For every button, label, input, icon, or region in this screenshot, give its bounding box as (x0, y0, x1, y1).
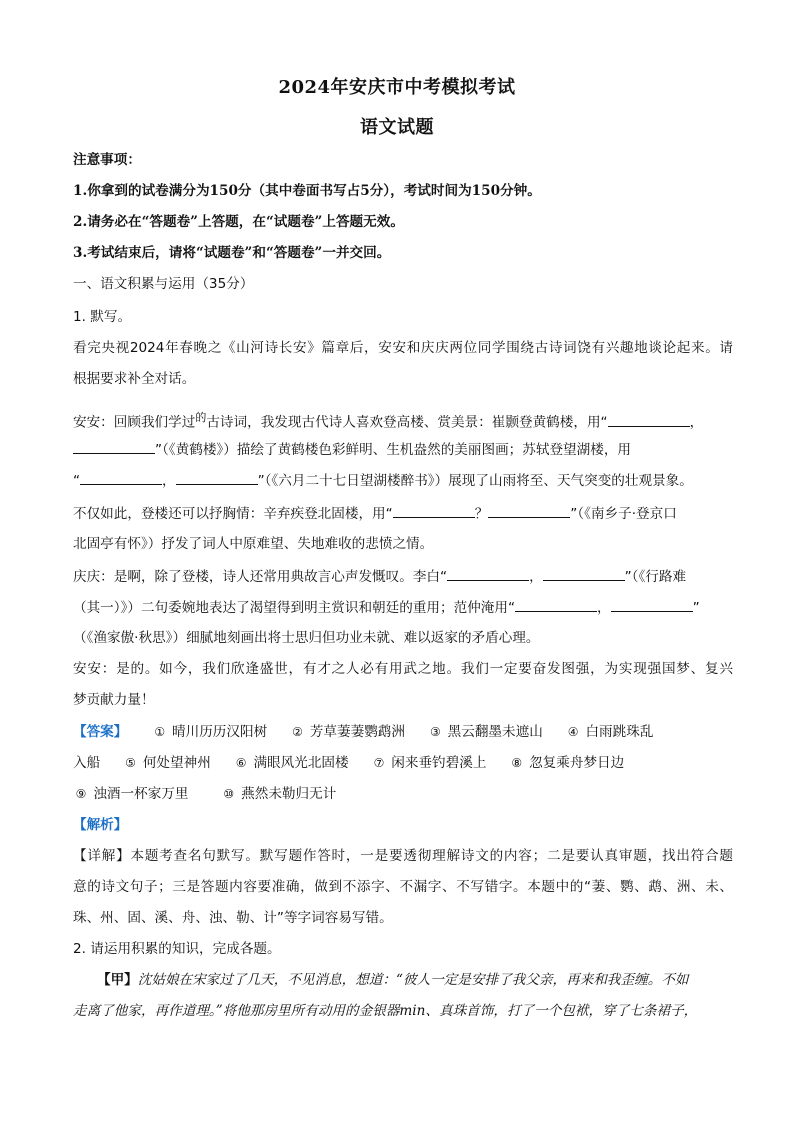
analysis-line: 意的诗文句子；三是答题内容要准确，做到不添字、不漏字、不写错字。本题中的“萋、鹦、鹉、洲、未、 (73, 879, 733, 895)
passage-line: 走离了他家，再作道理。”将他那房里所有动用的金银器min、真珠首饰，打了一个包袱，穿了七条裙子， (73, 1003, 698, 1019)
answer-blank[interactable] (393, 503, 475, 518)
answer-line (73, 784, 733, 804)
analysis-line: 【详解】本题考查名句默写。默写题作答时，一是要透彻理解诗文的内容；二是要认真审题，找出符合题 (73, 848, 733, 864)
answer-item: ⑨ 浊酒一杯家万里 (75, 786, 189, 802)
answer-blank[interactable] (80, 470, 162, 485)
question-intro: 根据要求补全对话。 (73, 371, 196, 387)
question-label: 1. 默写。 (73, 309, 132, 325)
question-label: 2. 请运用积累的知识，完成各题。 (73, 941, 281, 957)
page-subtitle: 语文试题 (360, 117, 434, 138)
passage-line: 【甲】沈姑娘在宋家过了几天，不见消息，想道：“彼人一定是安排了我父亲，再来和我歪缠。不如 (97, 972, 689, 988)
analysis-line: 珠、州、固、溪、舟、浊、勒、计”等字词容易写错。 (73, 910, 393, 926)
analysis-line (73, 815, 733, 835)
notes-heading: 注意事项： (73, 152, 141, 168)
note-item: 2.请务必在“答题卷”上答题，在“试题卷”上答题无效。 (73, 214, 404, 230)
dialogue-line: 安安：是的。如今，我们欣逢盛世，有才之人必有用武之地。我们一定要奋发图强，为实现强国梦、复兴 (73, 661, 733, 677)
answer-item: ⑦ 闲来垂钓碧溪上 (373, 755, 487, 771)
page-title: 2024年安庆市中考模拟考试 (278, 77, 516, 98)
note-item: 3.考试结束后，请将“试题卷”和“答题卷”一并交回。 (73, 245, 391, 261)
answer-blank[interactable] (73, 439, 155, 454)
dialogue-line: 安安：回顾我们学过$^的$古诗词，我发现古代诗人喜欢登高楼、赏美景：崔颢登黄鹤楼，用“ ， (73, 411, 704, 431)
answer-blank[interactable] (447, 566, 529, 581)
dialogue-line: 庆庆：是啊，除了登楼，诗人还常用典故言心声发慨叹。李白“ ， ”（《行路难 (73, 566, 733, 587)
answer-blank[interactable] (608, 412, 690, 427)
answer-item: ① 晴川历历汉阳树 (154, 724, 268, 740)
dialogue-line: （《渔家傲·秋思》）细腻地刻画出将士思归但功业未就、难以返家的矛盾心理。 (73, 630, 540, 646)
analysis-tag: 【解析】 (73, 817, 128, 833)
answer-item: ③ 黑云翻墨未遮山 (429, 724, 543, 740)
answer-item: ⑥ 满眼风光北固楼 (235, 755, 349, 771)
answer-blank[interactable] (515, 597, 597, 612)
answer-blank[interactable] (611, 597, 693, 612)
answer-blank[interactable] (543, 566, 625, 581)
answer-item: ④ 白雨跳珠乱 (567, 724, 654, 740)
answer-item: 入船 (73, 755, 101, 771)
dialogue-line: （其一）》）二句委婉地表达了渴望得到明主赏识和朝廷的重用；范仲淹用“ ， ” (73, 597, 733, 618)
answer-blank[interactable] (176, 470, 258, 485)
answer-item: ② 芳草萋萋鹦鹉洲 (292, 724, 405, 740)
dialogue-line: ”（《黄鹤楼》）描绘了黄鹤楼色彩鲜明、生机盎然的美丽图画；苏轼登望湖楼，用 (73, 439, 733, 460)
dialogue-line: “ ， ”（《六月二十七日望湖楼醉书》）展现了山雨将至、天气突变的壮观景象。 (73, 470, 733, 491)
answer-item: ⑧ 忽复乘舟梦日边 (511, 755, 625, 771)
dialogue-line: 不仅如此，登楼还可以抒胸情：辛弃疾登北固楼，用“ ？ ”（《南乡子·登京口 (73, 503, 733, 524)
note-item: 1.你拿到的试卷满分为150分（其中卷面书写占5分），考试时间为150分钟。 (73, 183, 541, 199)
dialogue-line: 北固亭有怀》）抒发了词人中原难望、失地难收的悲愤之情。 (73, 536, 434, 552)
answer-line (73, 722, 733, 742)
answer-item: ⑤ 何处望神州 (125, 755, 211, 771)
question-intro: 看完央视2024年春晚之《山河诗长安》篇章后，安安和庆庆两位同学围绕古诗词饶有兴趣地谈论起来。请 (73, 340, 733, 356)
dialogue-line: 梦贡献力量！ (73, 692, 155, 708)
section-heading: 一、语文积累与运用（35分） (73, 276, 254, 292)
answer-blank[interactable] (488, 503, 570, 518)
passage-tag: 【甲】 (97, 972, 138, 988)
answer-item: ⑩ 燕然未勒归无计 (223, 786, 337, 802)
answer-tag: 【答案】 (73, 724, 128, 740)
answer-line (73, 753, 733, 773)
